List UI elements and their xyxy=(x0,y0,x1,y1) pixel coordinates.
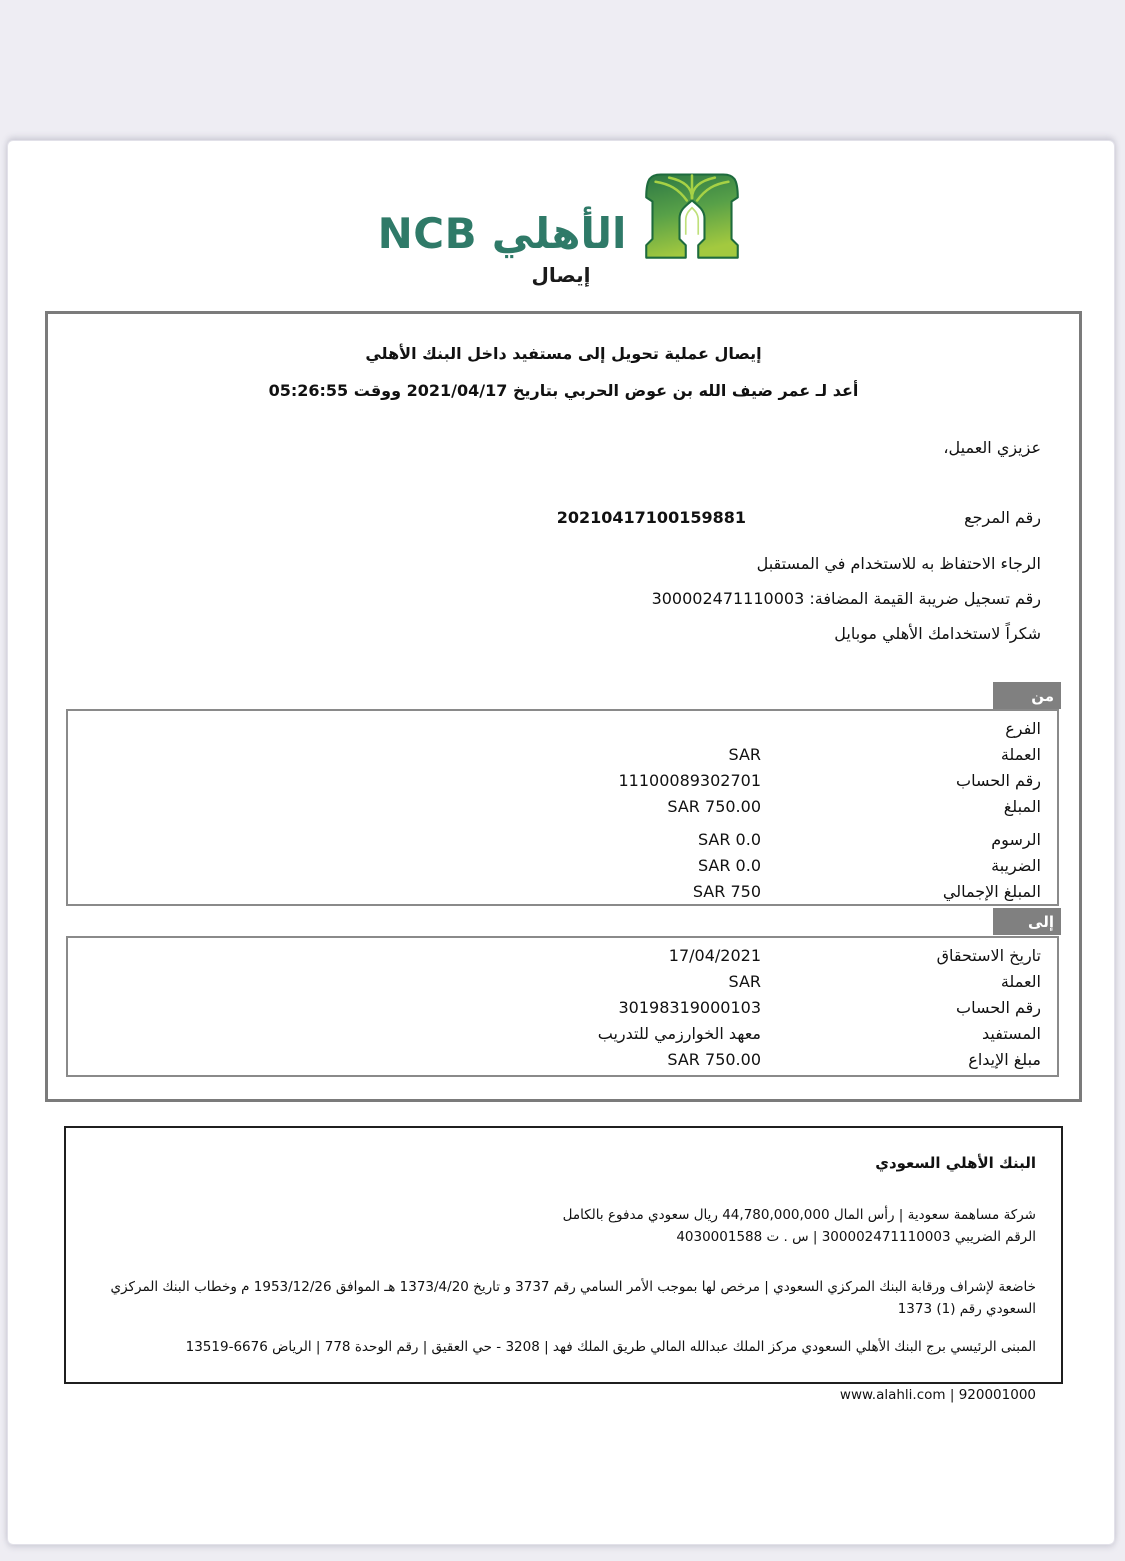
field-row xyxy=(68,828,1057,854)
reference-label: رقم المرجع xyxy=(964,508,1041,527)
field-row xyxy=(68,1048,1057,1074)
field-value: 750 SAR xyxy=(692,882,761,901)
field-row xyxy=(68,996,1057,1022)
field-label: المبلغ الإجمالي xyxy=(942,882,1041,901)
field-value: معهد الخوارزمي للتدريب xyxy=(597,1024,761,1043)
field-value: SAR xyxy=(728,972,761,991)
bank-brand-name: الأهلي NCB xyxy=(377,209,627,258)
bank-legal-lines xyxy=(91,1204,1036,1406)
reference-number: 20210417100159881 xyxy=(556,508,746,527)
bank-logo xyxy=(8,165,1114,263)
field-row xyxy=(68,970,1057,996)
document-page xyxy=(7,140,1115,1545)
keep-for-future-note: الرجاء الاحتفاظ به للاستخدام في المستقبل xyxy=(756,554,1041,573)
field-row xyxy=(68,880,1057,906)
bank-legal-footer-box xyxy=(64,1126,1063,1403)
field-row xyxy=(68,795,1057,821)
receipt-box xyxy=(45,311,1082,1102)
field-label: مبلغ الإيداع xyxy=(968,1050,1041,1069)
field-value: 11100089302701 xyxy=(618,771,761,790)
from-fields-box xyxy=(66,709,1059,906)
field-label: رقم الحساب xyxy=(956,998,1041,1017)
field-label: العملة xyxy=(1000,745,1041,764)
field-label: المستفيد xyxy=(982,1024,1041,1043)
field-label: الضريبة xyxy=(991,856,1041,875)
ncb-arch-logo-icon xyxy=(640,165,744,263)
legal-line: شركة مساهمة سعودية | رأس المال 44,780,000,000 ريال سعودي مدفوع بالكامل xyxy=(562,1207,1036,1223)
field-value: 0.0 SAR xyxy=(697,830,761,849)
to-fields-box xyxy=(66,936,1059,1077)
field-row xyxy=(68,944,1057,970)
field-row xyxy=(68,743,1057,769)
legal-line: المبنى الرئيسي برج البنك الأهلي السعودي مركز الملك عبدالله المالي طريق الملك فهد | 3208 - حي العقيق | رقم الوحدة 778 | الرياض 6676-13519 xyxy=(185,1339,1036,1355)
field-label: تاريخ الاستحقاق xyxy=(936,946,1041,965)
field-label: رقم الحساب xyxy=(956,771,1041,790)
legal-line: الرقم الضريبي 300002471110003 | س . ت 4030001588 xyxy=(676,1229,1036,1245)
vat-registration-line: رقم تسجيل ضريبة القيمة المضافة: 300002471110003 xyxy=(651,589,1041,608)
field-value: SAR xyxy=(728,745,761,764)
field-value: 0.0 SAR xyxy=(697,856,761,875)
legal-line: خاضعة لإشراف ورقابة البنك المركزي السعودي | مرخص لها بموجب الأمر السامي رقم 3737 و تاريخ 1373/4/20 هـ الموافق 1953/12/26 م وخطاب البنك المركزي السعودي رقم (1) 1373 xyxy=(110,1279,1036,1317)
to-section-tab: إلى xyxy=(993,908,1061,935)
receipt-subtitle: أعد لـ عمر ضيف الله بن عوض الحربي بتاريخ 2021/04/17 ووقت 05:26:55 xyxy=(268,381,859,400)
field-row xyxy=(68,769,1057,795)
field-value: 17/04/2021 xyxy=(668,946,761,965)
thanks-line: شكراً لاستخدامك الأهلي موبايل xyxy=(834,624,1041,643)
customer-greeting: عزيزي العميل، xyxy=(943,438,1041,457)
field-label: العملة xyxy=(1000,972,1041,991)
field-value: 750.00 SAR xyxy=(667,797,761,816)
legal-line: www.alahli.com | 920001000 xyxy=(839,1387,1036,1403)
field-label: الفرع xyxy=(1005,719,1041,738)
field-row xyxy=(68,854,1057,880)
bank-legal-name: البنك الأهلي السعودي xyxy=(875,1154,1036,1172)
from-section-tab: من xyxy=(993,682,1061,709)
field-label: المبلغ xyxy=(1003,797,1041,816)
field-value: 30198319000103 xyxy=(618,998,761,1017)
field-value: 750.00 SAR xyxy=(667,1050,761,1069)
field-label: الرسوم xyxy=(991,830,1041,849)
receipt-word: إيصال xyxy=(531,263,591,287)
reference-row xyxy=(48,508,1079,532)
field-row xyxy=(68,717,1057,743)
receipt-title: إيصال عملية تحويل إلى مستفيد داخل البنك الأهلي xyxy=(365,344,762,363)
field-row xyxy=(68,1022,1057,1048)
